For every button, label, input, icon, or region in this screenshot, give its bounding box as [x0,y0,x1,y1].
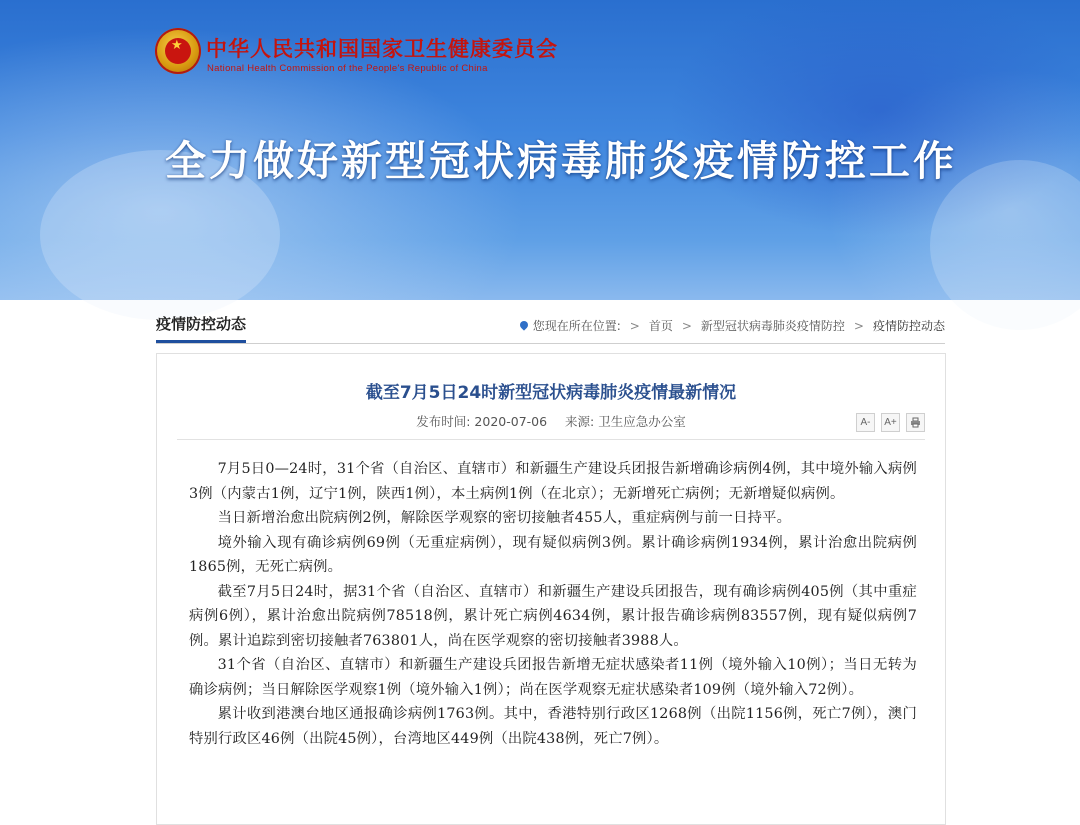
article-paragraph: 7月5日0—24时，31个省（自治区、直辖市）和新疆生产建设兵团报告新增确诊病例4例，其中境外输入病例3例（内蒙古1例，辽宁1例，陕西1例），本土病例1例（在北京）；无新增死亡病例；无新增疑似病例。 [189,461,917,502]
article-paragraph: 31个省（自治区、直辖市）和新疆生产建设兵团报告新增无症状感染者11例（境外输入10例）；当日无转为确诊病例；当日解除医学观察1例（境外输入1例）；尚在医学观察无症状感染者109例（境外输入72例）。 [189,657,917,698]
source-label: 来源: [565,414,595,429]
article-paragraph: 累计收到港澳台地区通报确诊病例1763例。其中，香港特别行政区1268例（出院1156例，死亡7例），澳门特别行政区46例（出院45例），台湾地区449例（出院438例，死亡7例）。 [189,706,917,747]
meta-divider [177,439,925,440]
publish-label: 发布时间: [416,414,471,429]
breadcrumb-link-home[interactable]: 首页 [648,319,673,333]
breadcrumb-separator: > [629,318,640,333]
breadcrumb-link-covid-control[interactable]: 新型冠状病毒肺炎疫情防控 [700,319,845,333]
section-title: 疫情防控动态 [156,315,246,343]
breadcrumb-link-current[interactable]: 疫情防控动态 [872,319,945,333]
article-paragraph: 截至7月5日24时，据31个省（自治区、直辖市）和新疆生产建设兵团报告，现有确诊病例405例（其中重症病例6例），累计治愈出院病例78518例，累计死亡病例4634例，累计报告确诊病例83557例，现有疑似病例7例。累计追踪到密切接触者763801人，尚在医学观察的密切接触者3988人。 [189,583,917,649]
article-tools [856,413,925,432]
article-paragraph: 当日新增治愈出院病例2例，解除医学观察的密切接触者455人，重症病例与前一日持平。 [217,510,792,526]
print-button[interactable] [906,413,925,432]
breadcrumb-separator: > [853,318,864,333]
publish-date: 2020-07-06 [474,414,548,429]
section-header [156,311,945,344]
national-emblem-icon[interactable] [155,28,201,74]
article-paragraph: 境外输入现有确诊病例69例（无重症病例），现有疑似病例3例。累计确诊病例1934例，累计治愈出院病例1865例，无死亡病例。 [189,534,917,575]
article-card [156,353,946,825]
org-name-chinese[interactable]: 中华人民共和国国家卫生健康委员会 [206,37,558,61]
print-icon [910,417,921,428]
article-source: 卫生应急办公室 [598,414,686,429]
breadcrumb [520,317,945,334]
banner-slogan: 全力做好新型冠状病毒肺炎疫情防控工作 [165,137,957,185]
breadcrumb-separator: > [681,318,692,333]
article-title: 截至7月5日24时新型冠状病毒肺炎疫情最新情况 [365,383,737,403]
article-body [189,457,917,751]
article-meta [157,412,945,430]
org-name-english: National Health Commission of the People's Republic of China [207,63,488,74]
breadcrumb-prefix: 您现在所在位置: [532,319,621,333]
header-banner [0,0,1080,300]
font-increase-button[interactable]: A+ [881,413,900,432]
location-pin-icon [518,319,529,330]
star-icon: ★ [171,38,183,53]
font-decrease-button[interactable]: A- [856,413,875,432]
